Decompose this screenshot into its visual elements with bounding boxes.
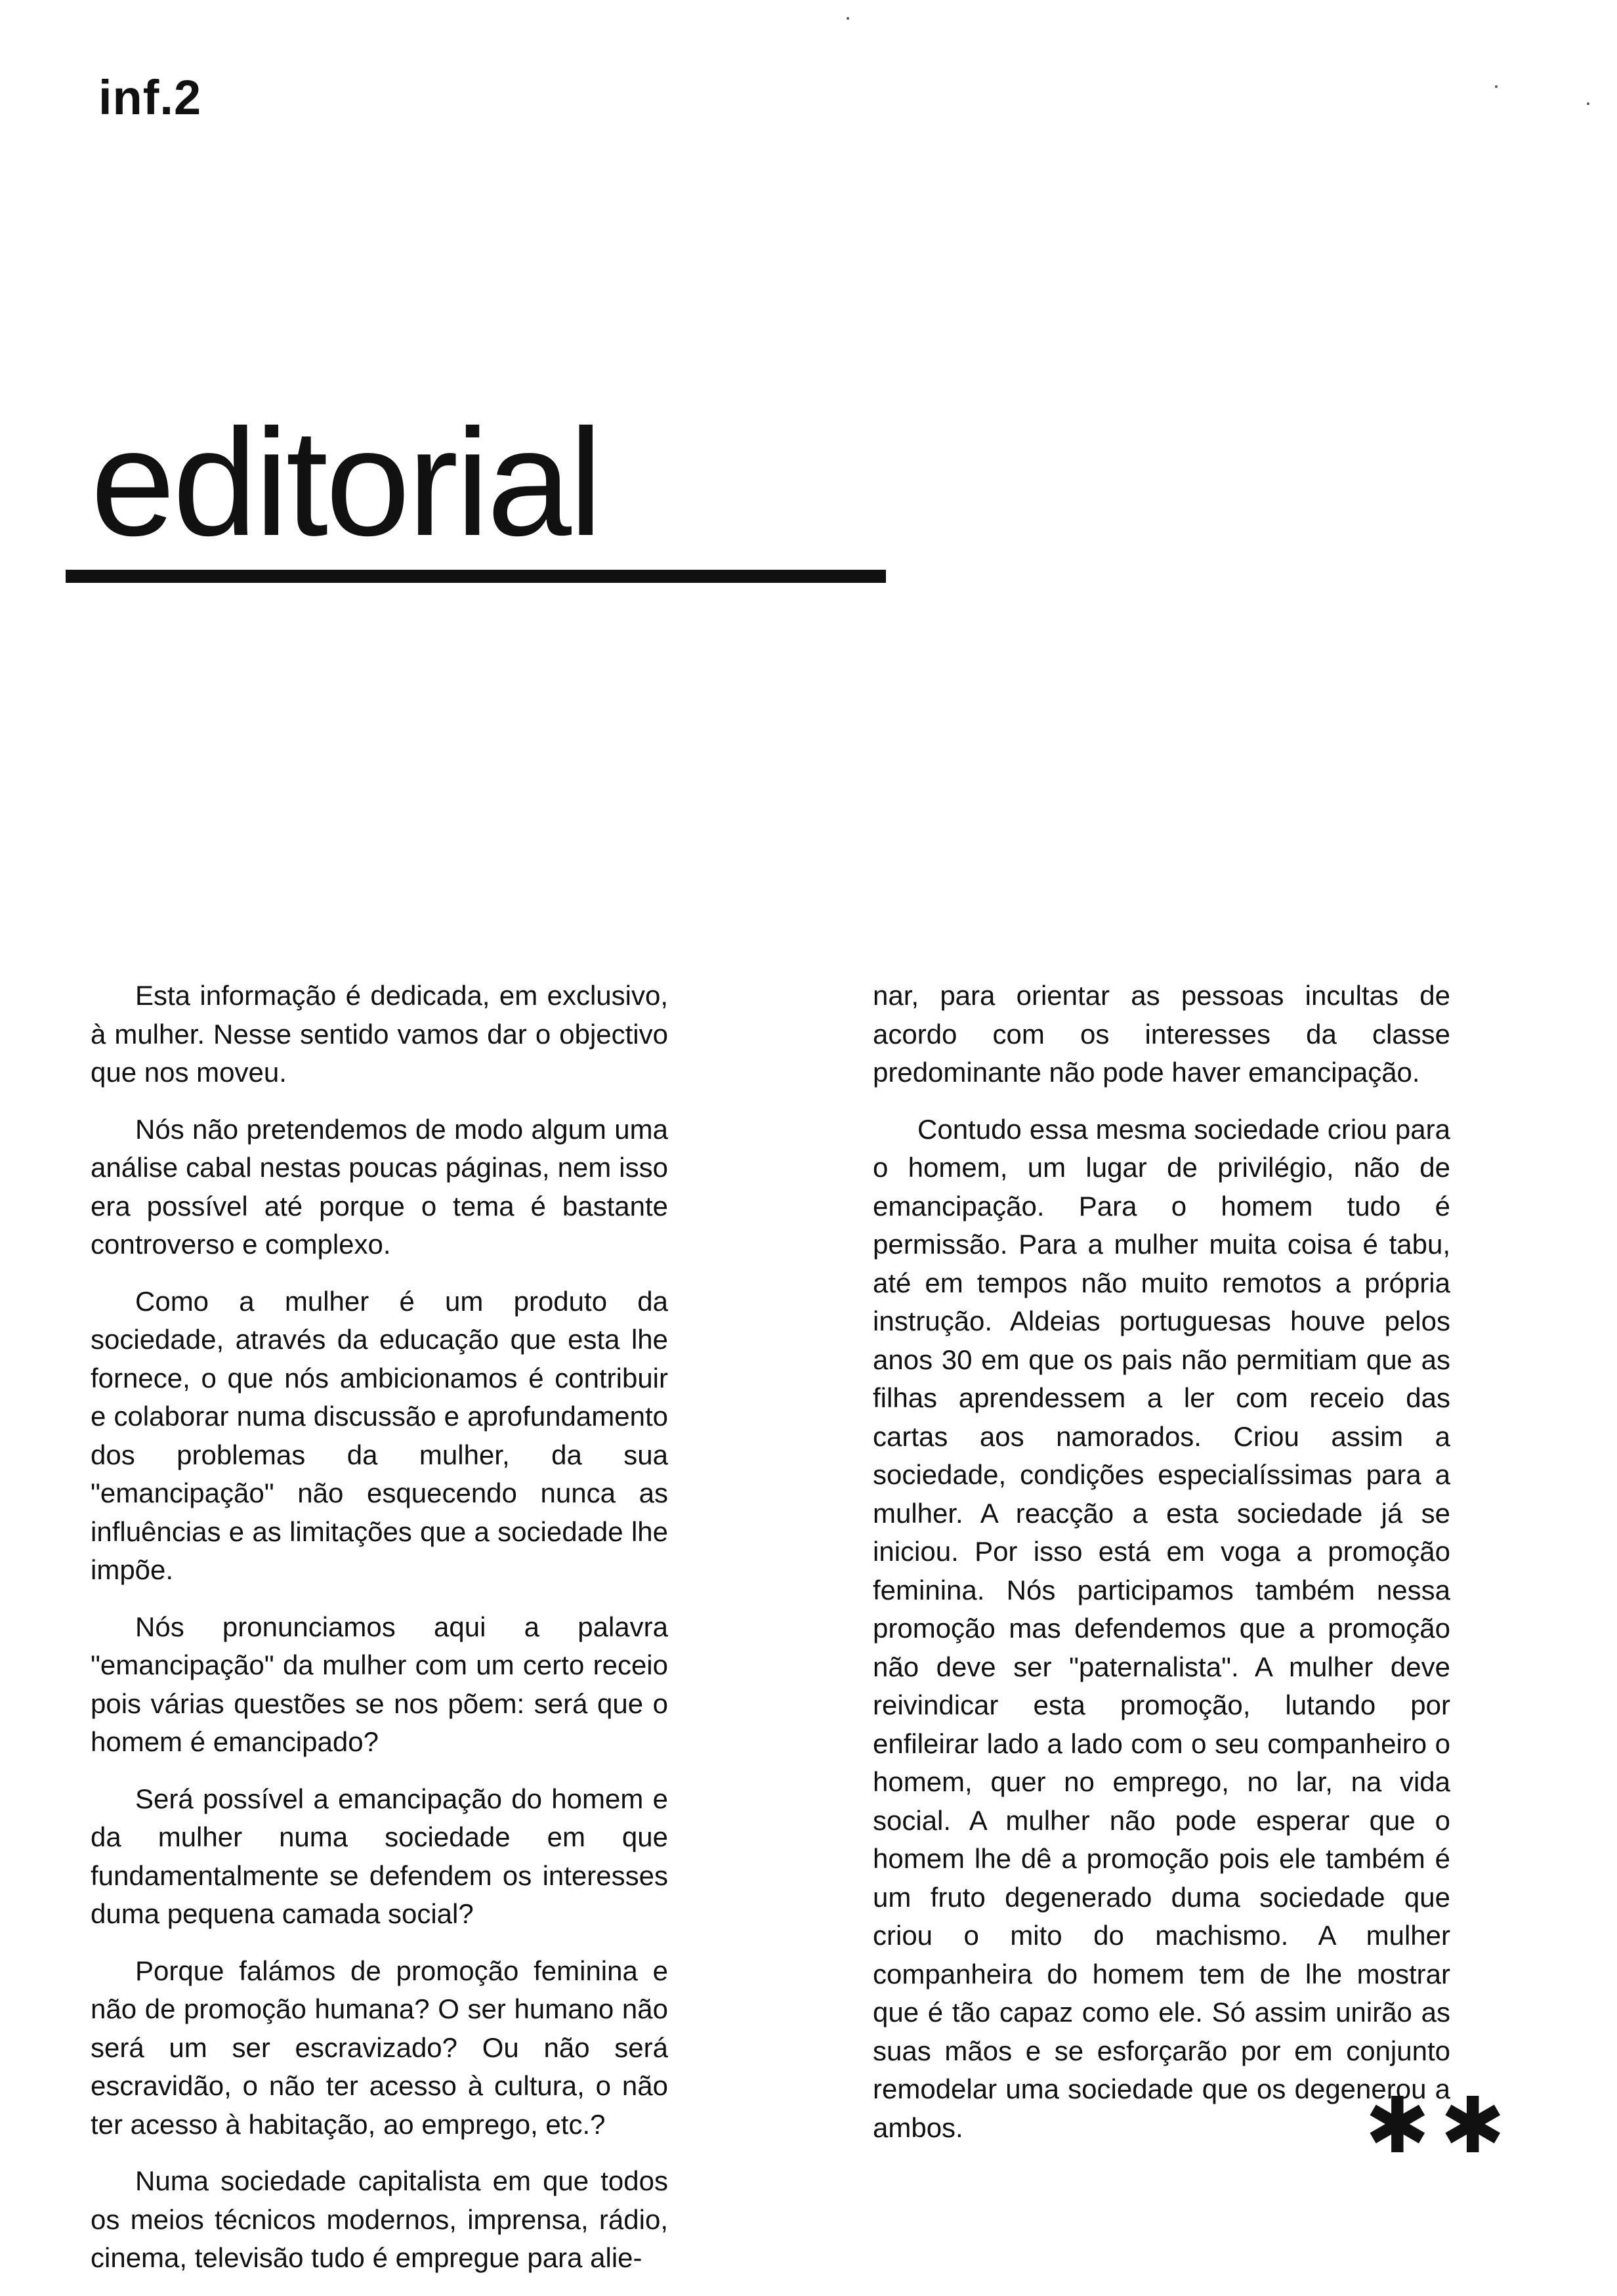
page-title: editorial <box>91 398 600 568</box>
paragraph-emancipation-question: Nós pronunciamos aqui a palavra "emancipação" da mulher com um certo receio pois várias questões se nos põem: será que o homem é emancipado? <box>91 1611 668 1757</box>
issue-label: inf.2 <box>98 70 202 125</box>
paragraph-capitalist-society: Numa sociedade capitalista em que todos os meios técnicos modernos, imprensa, rádio, cinema, televisão tudo é empregue para alie- <box>91 2165 668 2273</box>
print-speck <box>847 17 849 20</box>
paragraph-continuation: nar, para orientar as pessoas incultas de acordo com os interesses da classe predominante não pode haver emancipação. <box>873 980 1450 1088</box>
paragraph-privilege: Contudo essa mesma sociedade criou para o homem, um lugar de privilégio, não de emancipação. Para o homem tudo é permissão. Para a mulher muita coisa é tabu, até em tempos não muito remotos a própria instrução. Aldeias portuguesas houve pelos anos 30 em que os pais não permitiam que as filhas aprendessem a ler com receio das cartas aos namorados. Criou assim a sociedade, condições especialíssimas para a mulher. A reacção a esta sociedade já se iniciou. Por isso está em voga a promoção feminina. Nós participamos também nessa promoção mas defendemos que a promoção não deve ser "paternalista". A mulher deve reivindicar esta promoção, lutando por enfileirar lado a lado com o seu companheiro o homem, quer no emprego, no lar, na vida social. A mulher não pode esperar que o homem lhe dê a promoção pois ele também é um fruto degenerado duma sociedade que criou o mito do machismo. A mulher companheira do homem tem de lhe mostrar que é tão capaz como ele. Só assim unirão as suas mãos e se esforçarão por em conjunto remodelar uma sociedade que os degenerou a ambos. <box>873 1113 1450 2143</box>
print-speck <box>1495 85 1498 88</box>
paragraph-ambition: Como a mulher é um produto da sociedade, através da educação que esta lhe fornece, o que nós ambicionamos é contribuir e colaborar numa discussão e aprofundamento dos problemas da mulher, da sua "emancipação" não esquecendo nunca as influências e as limitações que a sociedade lhe impõe. <box>91 1285 668 1585</box>
paragraph-human-promotion: Porque falámos de promoção feminina e não de promoção humana? O ser humano não será um ser escravizado? Ou não será escravidão, o não ter acesso à cultura, o não ter acesso à habitação, ao emprego, etc.? <box>91 1955 668 2140</box>
end-stars-ornament: ✱✱ <box>1365 2083 1516 2169</box>
title-underline <box>66 570 886 583</box>
article-right-column <box>873 977 1450 2165</box>
paragraph-intro: Esta informação é dedicada, em exclusivo, à mulher. Nesse sentido vamos dar o objectivo que nos moveu. <box>91 980 668 1088</box>
paragraph-society-question: Será possível a emancipação do homem e da mulher numa sociedade em que fundamentalmente se defendem os interesses duma pequena camada social? <box>91 1783 668 1929</box>
article-left-column <box>91 977 668 2296</box>
print-speck <box>1587 102 1589 105</box>
paragraph-scope: Nós não pretendemos de modo algum uma análise cabal nestas poucas páginas, nem isso era possível até porque o tema é bastante controverso e complexo. <box>91 1113 668 1260</box>
